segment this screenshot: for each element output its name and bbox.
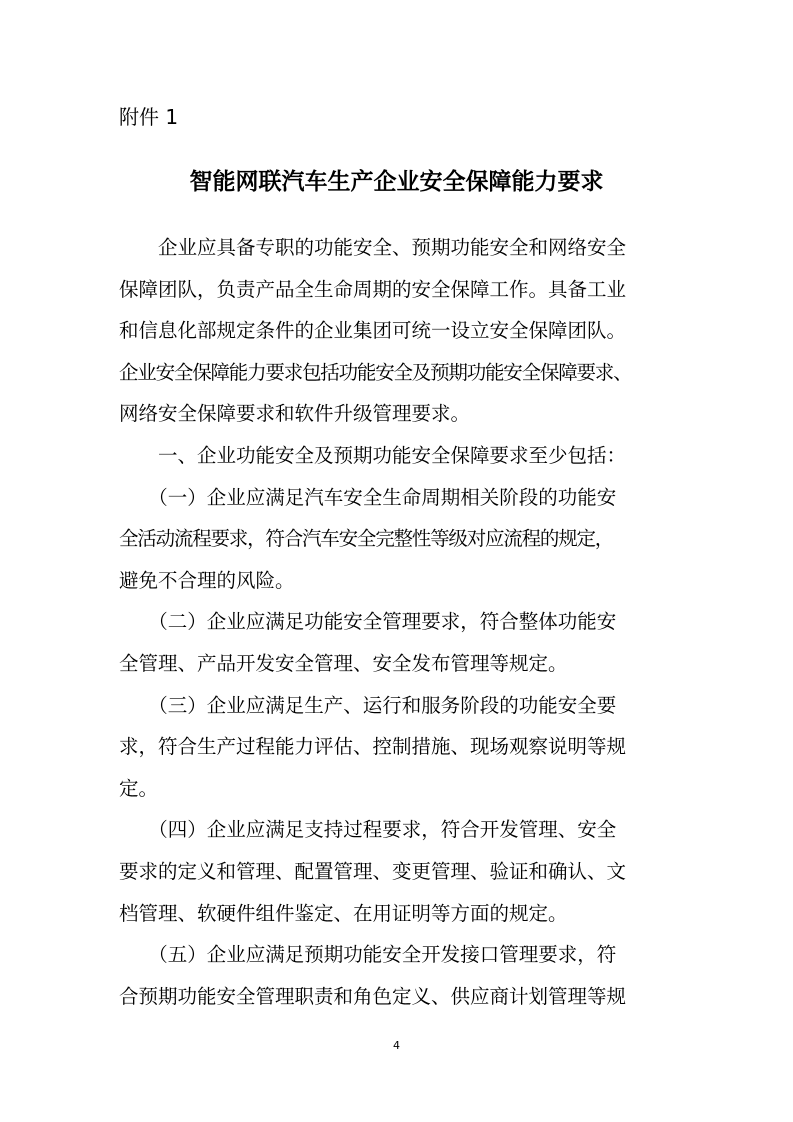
- body-line: 企业安全保障能力要求包括功能安全及预期功能安全保障要求、: [119, 360, 632, 384]
- body-line: 网络安全保障要求和软件升级管理要求。: [119, 402, 471, 426]
- body-line: 全管理、产品开发安全管理、安全发布管理等规定。: [119, 651, 568, 675]
- body-line: 保障团队，负责产品全生命周期的安全保障工作。具备工业: [119, 277, 627, 301]
- document-body: [119, 227, 677, 1017]
- body-line: 企业应具备专职的功能安全、预期功能安全和网络安全: [119, 236, 627, 259]
- body-line: 全活动流程要求，符合汽车安全完整性等级对应流程的规定，: [119, 527, 614, 551]
- body-line: （二）企业应满足功能安全管理要求，符合整体功能安: [119, 610, 617, 634]
- body-line: 避免不合理的风险。: [119, 568, 295, 592]
- body-line: 求，符合生产过程能力评估、控制措施、现场观察说明等规: [119, 735, 627, 759]
- document-title: 智能网联汽车生产企业安全保障能力要求: [189, 169, 604, 195]
- body-line: 档管理、软硬件组件鉴定、在用证明等方面的规定。: [119, 901, 568, 925]
- body-line: 定。: [119, 776, 159, 800]
- body-line: 和信息化部规定条件的企业集团可统一设立安全保障团队。: [119, 319, 627, 343]
- body-line: （一）企业应满足汽车安全生命周期相关阶段的功能安: [119, 485, 617, 509]
- body-line: （三）企业应满足生产、运行和服务阶段的功能安全要: [119, 693, 617, 717]
- attachment-label: 附件 1: [119, 105, 179, 129]
- body-line: 合预期功能安全管理职责和角色定义、供应商计划管理等规: [119, 984, 627, 1008]
- body-line: （五）企业应满足预期功能安全开发接口管理要求，符: [119, 943, 617, 967]
- body-line: 要求的定义和管理、配置管理、变更管理、验证和确认、文: [119, 859, 627, 883]
- body-line: 一、企业功能安全及预期功能安全保障要求至少包括：: [119, 443, 627, 467]
- body-line: （四）企业应满足支持过程要求，符合开发管理、安全: [119, 818, 617, 842]
- page-number: 4: [393, 1039, 400, 1052]
